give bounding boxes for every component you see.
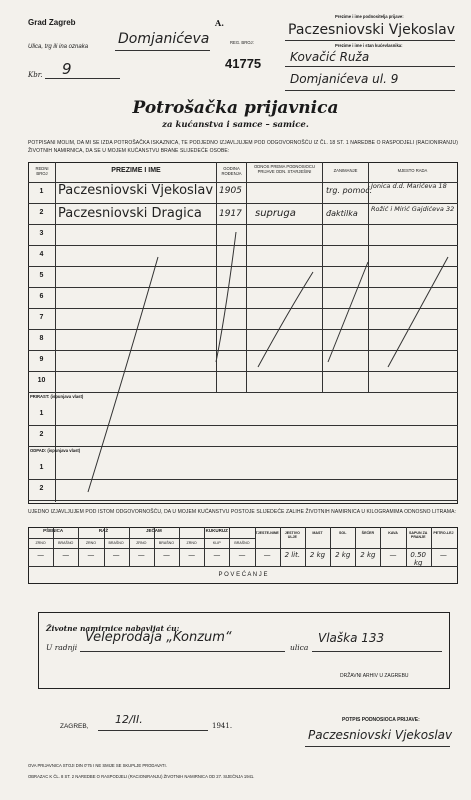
row1-workplace: Jonica d.d. Marićeva 18: [371, 182, 447, 190]
stock-value: —: [62, 551, 70, 559]
row2-relation: supruga: [255, 208, 296, 219]
row2-occupation: đaktilka: [326, 209, 358, 218]
intro-text: POTPISANI MOLIM, DA MI SE IZDA POTROŠAČKA ISKAZNICA, TE PODJEDNO IZJAVLJUJEM POD ODGOVORNOŠĆU IZ ČL. 18 ST. 1 NAREDBE O RASPODJELI (RACIONIRANJU) ŽIVOTNIH NAMIRNICA, DA SE U MOJEM KUĆANSTVU BRANE SLIJEDEĆE OSOBE:: [28, 140, 458, 154]
city-label: Grad Zagreb: [28, 18, 76, 27]
shop-street-value: Vlaška 133: [318, 631, 385, 645]
stock-sub-header: KLIP: [212, 541, 221, 545]
shop-value: Veleprodaja „Konzum“: [85, 630, 232, 645]
stock-value: —: [137, 551, 145, 559]
prirast-label: PRIRAST: (ispunjava vlast): [30, 394, 84, 399]
stock-intro: UJEDNO IZJAVLJUJEM POD ISTOM ODGOVORNOŠĆU, DA U MOJEM KUĆANSTVU POSTOJE SLIJEDEĆE ZALIHE ŽIVOTNIH NAMIRNICA U KILOGRAMIMA ODNOSNO LITRAMA:: [28, 509, 457, 515]
stock-group-header: JEČAM: [145, 528, 162, 533]
stock-value: —: [213, 551, 221, 559]
row2-name: Paczesniovski Dragica: [58, 206, 202, 221]
row2-workplace: Rožić i Mirić Gajdićeva 32: [371, 205, 455, 213]
stock-group-header: TJESTE-NINE: [255, 531, 279, 535]
form-letter: A.: [215, 18, 224, 28]
row-number: 9: [39, 356, 44, 363]
stock-value: —: [238, 551, 246, 559]
row1-occupation: trg. pomoć.: [326, 186, 373, 195]
row-number: 7: [39, 314, 44, 321]
place-label: ZAGREB,: [60, 723, 89, 730]
col-no: REDNI BROJ: [35, 166, 49, 176]
col-year: GODINA ROĐENJA: [221, 166, 242, 176]
stock-group-header: SAPUN ZA PRANJE: [409, 531, 428, 539]
applicant-value: Paczesniovski Vjekoslav: [288, 22, 456, 38]
stock-value: —: [162, 551, 170, 559]
footer-note-1: OVA PRIJAVNICA STOJI DIN 0'75 I NE SMIJE SE SKUPLJE PRODAVATI.: [28, 763, 167, 768]
reg-label: REG. BROJ:: [230, 40, 254, 45]
row2-year: 1917: [219, 209, 242, 219]
purchase-intro: Životne namirnice nabavljat ću:: [46, 624, 180, 633]
row-number: 4: [39, 251, 44, 258]
applicant-label: Prezime i ime podnositelja prijave:: [335, 14, 404, 19]
stock-value: 2 kg: [335, 551, 351, 559]
kbr-value: 9: [62, 60, 72, 78]
stock-group-header: PŠENICA: [43, 528, 64, 533]
stock-value: —: [389, 551, 397, 559]
povecanje-label: P O V E Ć A N J E: [218, 572, 268, 578]
stock-sub-header: BRAŠNO: [58, 541, 74, 545]
stock-group-header: MAST: [312, 531, 323, 535]
stock-value: —: [87, 551, 95, 559]
row1-year: 1905: [219, 186, 242, 196]
street-value: Domjanićeva: [118, 31, 210, 47]
stock-sub-header: ZRNO: [136, 541, 147, 545]
street-label-2: ulica: [290, 643, 309, 652]
odpad-label: ODPAD: (ispunjava vlast): [30, 448, 81, 453]
stock-sub-header: BRAŠNO: [158, 541, 175, 545]
stock-value: 0.50 kg: [410, 551, 427, 567]
stock-value: —: [263, 551, 271, 559]
stock-value: —: [37, 551, 45, 559]
row-number: 2: [39, 431, 44, 438]
stock-group-header: PETRO-LEJ: [433, 531, 454, 535]
stock-sub-header: BRAŠNO: [234, 541, 250, 545]
row-number: 1: [39, 464, 44, 471]
cancel-strokes: [28, 162, 458, 502]
col-relation: ODNOS PREMA PODNOSIOCU PRIJAVE ODN. STARJEŠINI: [254, 164, 315, 174]
stock-sub-header: ZRNO: [186, 541, 197, 545]
archive-stamp: DRŽAVNI ARHIV U ZAGREBU: [340, 673, 409, 679]
stock-group-header: RAŽ: [98, 528, 109, 533]
stock-value: 2 kg: [360, 551, 376, 559]
row-number: 2: [39, 209, 44, 216]
signature-label: POTPIS PODNOSIOCA PRIJAVE:: [342, 717, 420, 723]
stock-value: —: [439, 551, 447, 559]
shop-label: U radnji: [46, 643, 78, 652]
stock-group-header: KAVA: [388, 531, 398, 535]
row-number: 5: [39, 272, 44, 279]
kbr-label: Kbr.: [28, 71, 43, 79]
row-number: 6: [39, 293, 44, 300]
stock-value: —: [188, 551, 196, 559]
col-occupation: ZANIMANJE: [333, 168, 358, 173]
signature-value: Paczesniovski Vjekoslav: [308, 728, 453, 742]
row-number: 3: [39, 230, 44, 237]
landlord-value: Kovačić Ruža: [290, 50, 370, 64]
row1-name: Paczesniovski Vjekoslav: [58, 183, 214, 198]
date-value: 12/II.: [115, 713, 143, 726]
reg-number: 41775: [225, 56, 262, 71]
col-name: PREZIME I IME: [111, 167, 161, 174]
stock-group-header: ŠEĆER: [361, 531, 375, 535]
footer-note-2: OBRAZAC K ČL. 8 ST. 2 NAREDBE O RASPODJELI (RACIONIRANJU) ŽIVOTNIH NAMIRNICA OD 27. SIJEČNJA 1941.: [28, 774, 255, 779]
row-number: 8: [39, 335, 44, 342]
row-number: 2: [39, 485, 44, 492]
year-label: 1941.: [212, 722, 233, 730]
stock-group-header: JESTIVO ULJE: [284, 531, 300, 539]
stock-group-header: SOL: [339, 531, 347, 535]
row-number: 1: [39, 188, 44, 195]
stock-group-header: KUKURUZ: [205, 528, 228, 533]
stock-value: 2 kg: [309, 551, 326, 559]
row-number: 10: [37, 377, 46, 384]
form-subtitle: za kućanstva i samce – samice.: [162, 120, 309, 130]
stock-sub-header: ZRNO: [35, 541, 46, 545]
stock-value: 2 lit.: [284, 551, 301, 559]
landlord-address: Domjanićeva ul. 9: [290, 72, 399, 86]
stock-sub-header: ZRNO: [85, 541, 97, 545]
stock-value: —: [112, 551, 120, 559]
street-label: Ulica, trg ili ina oznaka: [28, 44, 89, 50]
landlord-label: Prezime i ime i stan kućevlasnika:: [335, 43, 403, 48]
form-title: Potrošačka prijavnica: [132, 98, 339, 118]
row-number: 1: [39, 410, 44, 417]
stock-sub-header: BRAŠNO: [108, 541, 124, 545]
col-workplace: MJESTO RADA: [397, 168, 428, 173]
